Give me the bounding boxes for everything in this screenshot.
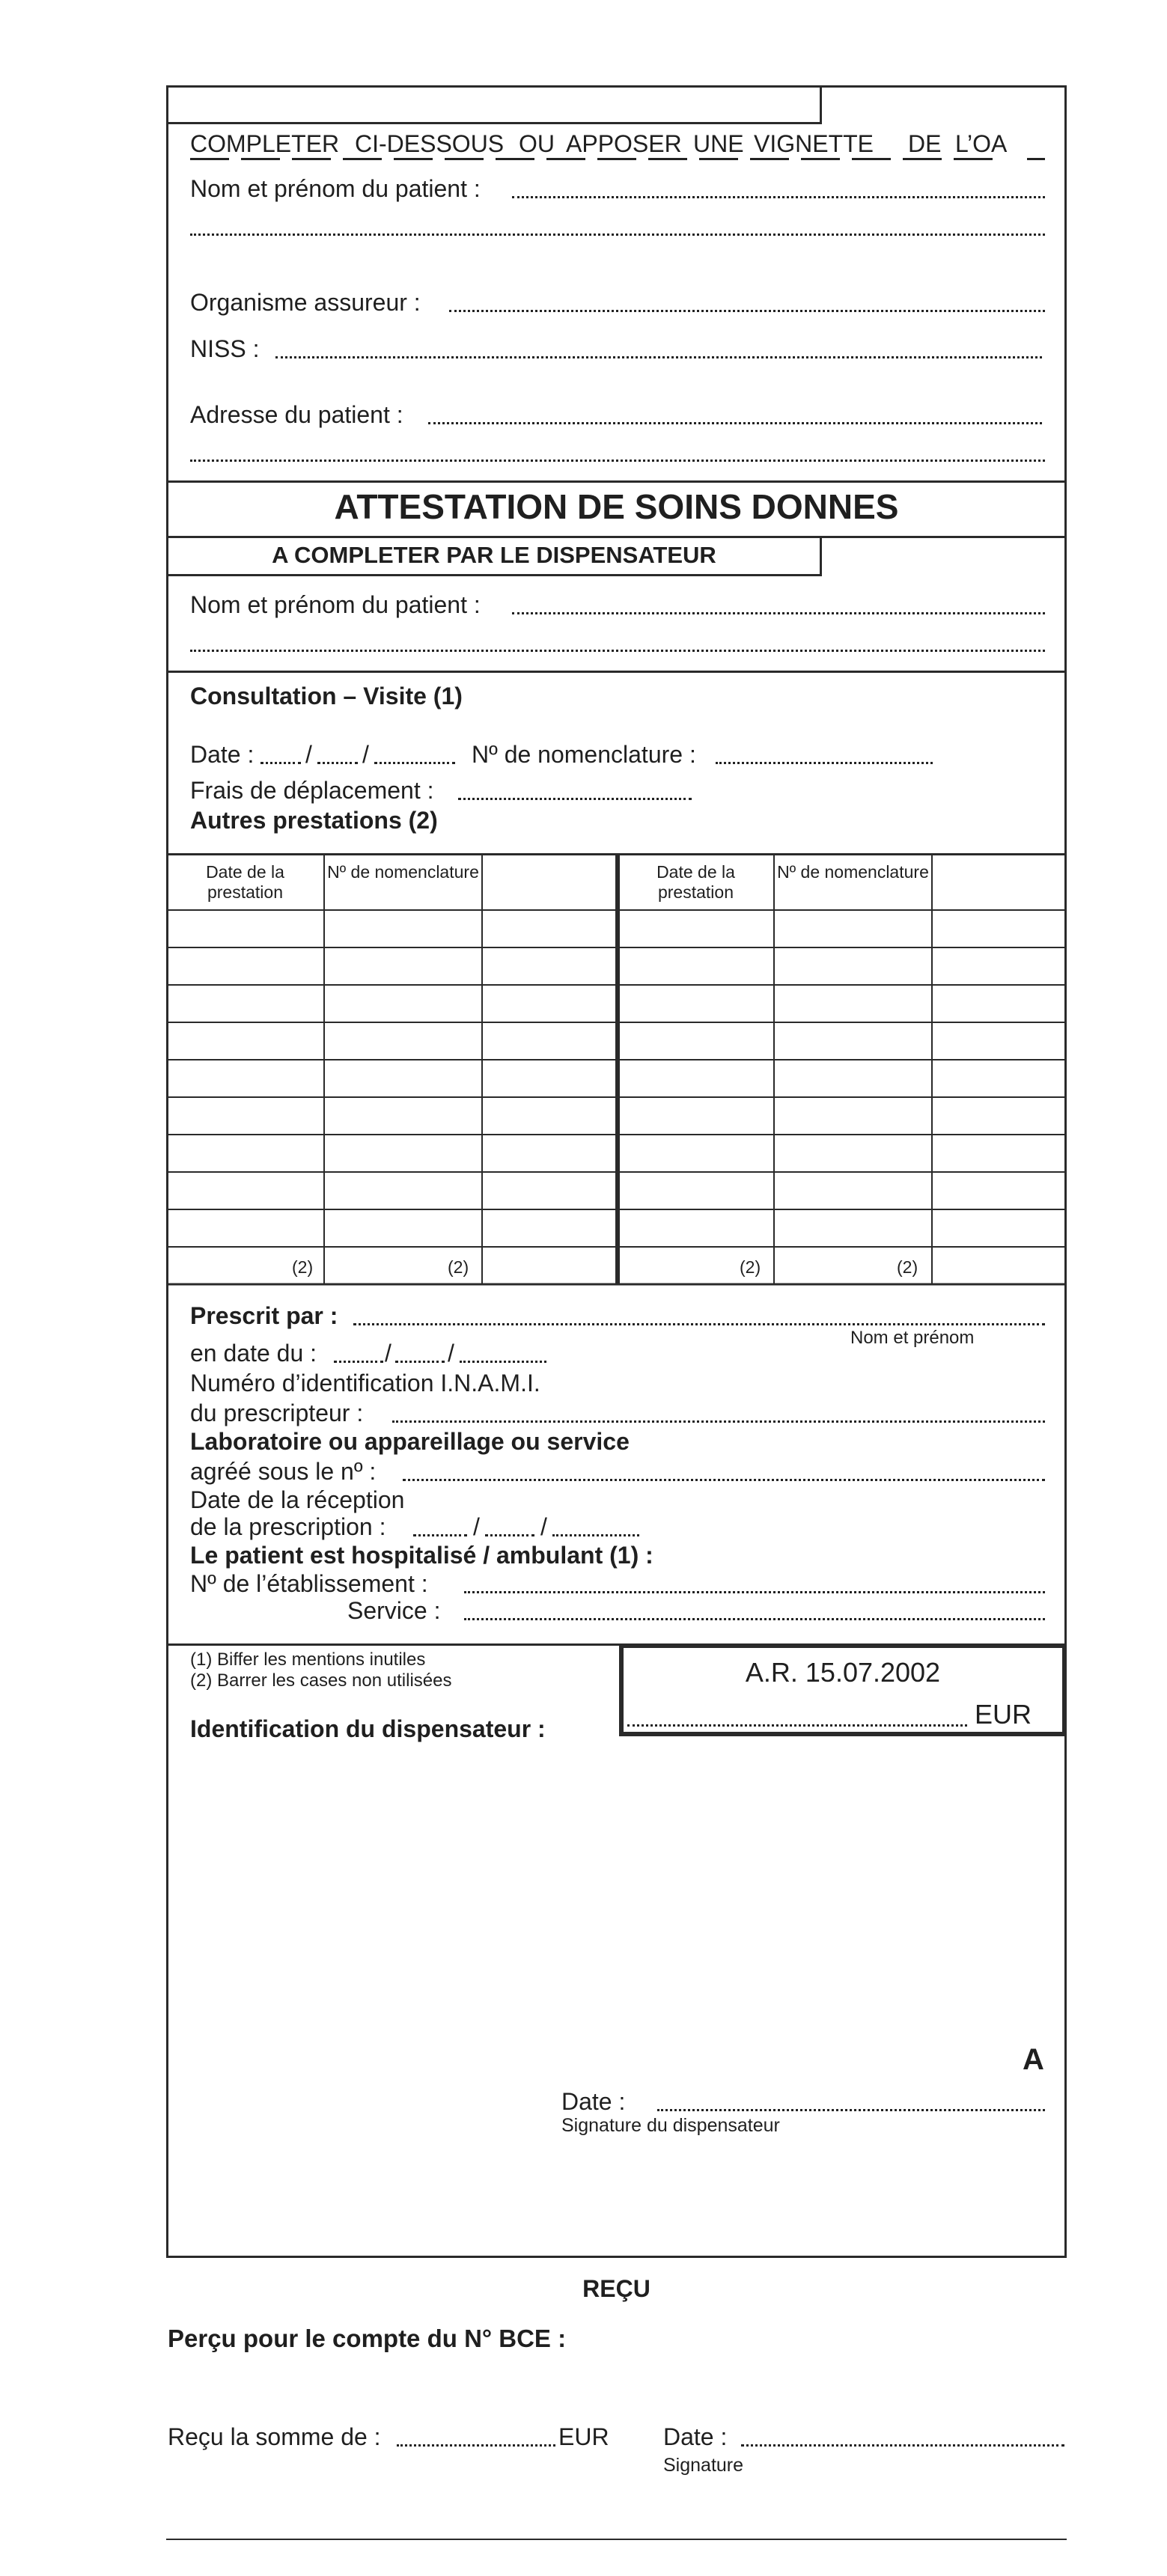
provider-patient-name-label: Nom et prénom du patient : [190,591,481,618]
ar-currency: EUR [975,1699,1032,1730]
inami-field[interactable] [392,1420,1045,1423]
consult-date-year[interactable] [374,762,455,764]
bottom-rule [166,2539,1067,2540]
provider-patient-name-field[interactable] [512,612,1045,614]
approved-label: agréé sous le nº : [190,1458,377,1485]
note-2: (2) Barrer les cases non utilisées [190,1670,452,1691]
ar-reference: A.R. 15.07.2002 [745,1657,941,1688]
oa-word-5: UNE [693,130,744,157]
receipt-date-field[interactable] [741,2444,1064,2447]
prescription-date-year[interactable] [460,1361,546,1363]
receipt-currency: EUR [558,2423,609,2450]
inami-label-2: du prescripteur : [190,1400,364,1426]
reception-date-year[interactable] [552,1534,639,1536]
services-table [166,853,1067,1287]
oa-word-6: VIGNETTE [754,130,874,157]
prescription-date-month[interactable] [395,1361,445,1363]
oa-patient-name-field[interactable] [512,196,1045,198]
other-services-heading: Autres prestations (2) [190,807,438,834]
service-label: Service : [347,1597,441,1624]
table-mark: (2) [897,1257,918,1277]
hospital-heading: Le patient est hospitalisé / ambulant (1) : [190,1542,653,1569]
reception-date-day[interactable] [413,1534,467,1536]
niss-field[interactable] [275,356,1042,358]
consultation-heading: Consultation – Visite (1) [190,683,463,709]
establishment-label: Nº de l’établissement : [190,1570,428,1597]
consult-date-month[interactable] [317,762,358,764]
service-field[interactable] [464,1618,1045,1620]
address-field[interactable] [428,422,1042,424]
table-mark: (2) [292,1257,314,1277]
oa-patient-name-label: Nom et prénom du patient : [190,175,481,202]
note-1: (1) Biffer les mentions inutiles [190,1649,426,1670]
prescribed-by-field[interactable] [353,1323,1045,1325]
name-hint: Nom et prénom [850,1328,975,1348]
provider-id-label: Identification du dispensateur : [190,1715,546,1742]
oa-word-7: DE [908,130,942,157]
prescribed-by-label: Prescrit par : [190,1302,338,1329]
prescription-date-label: en date du : [190,1340,317,1367]
prescription-date-day[interactable] [334,1361,383,1363]
consult-nomenclature-label: Nº de nomenclature : [472,741,696,768]
table-header-date-left: Date de la prestation [206,862,284,902]
signature-date-field[interactable] [657,2109,1045,2111]
inami-label-1: Numéro d’identification I.N.A.M.I. [190,1370,540,1397]
oa-word-8: L’OA [955,130,1008,157]
top-header-box [166,85,822,124]
reception-label-2: de la prescription : [190,1513,386,1540]
signature-date-label: Date : [561,2088,626,2115]
oa-word-1: COMPLETER [190,130,340,157]
insurer-field[interactable] [449,310,1045,312]
oa-word-3: OU [519,130,555,157]
receipt-sum-label: Reçu la somme de : [168,2423,381,2450]
consult-nomenclature-field[interactable] [716,762,933,764]
section-letter: A [1023,2043,1044,2076]
niss-label: NISS : [190,335,260,362]
receipt-bce-label: Perçu pour le compte du N° BCE : [168,2325,567,2352]
oa-patient-name-field-2[interactable] [190,234,1045,236]
reception-label-1: Date de la réception [190,1486,405,1513]
receipt-date-label: Date : [663,2423,728,2450]
reception-date-month[interactable] [485,1534,534,1536]
form-subtitle: A COMPLETER PAR LE DISPENSATEUR [272,542,716,568]
signature-label: Signature du dispensateur [561,2115,780,2136]
approved-field[interactable] [403,1479,1045,1481]
oa-word-2: CI-DESSOUS [355,130,505,157]
travel-costs-label: Frais de déplacement : [190,777,434,804]
oa-word-4: APPOSER [566,130,682,157]
insurer-label: Organisme assureur : [190,289,421,316]
receipt-sum-field[interactable] [397,2444,555,2447]
table-header-date-right: Date de la prestation [656,862,735,902]
provider-patient-name-field-2[interactable] [190,650,1045,652]
consult-date-label: Date : [190,741,255,768]
address-field-2[interactable] [190,460,1045,462]
receipt-signature-label: Signature [663,2455,744,2476]
table-header-nomenclature-right: Nº de nomenclature [777,862,929,882]
consult-date-day[interactable] [260,762,301,764]
table-mark: (2) [448,1257,469,1277]
travel-costs-field[interactable] [458,798,692,800]
form-title: ATTESTATION DE SOINS DONNES [334,487,899,526]
receipt-title: REÇU [582,2275,650,2302]
address-label: Adresse du patient : [190,401,403,428]
table-mark: (2) [740,1257,761,1277]
table-header-nomenclature-left: Nº de nomenclature [327,862,479,882]
establishment-field[interactable] [464,1591,1045,1593]
ar-amount-field[interactable] [627,1724,967,1727]
lab-heading: Laboratoire ou appareillage ou service [190,1428,630,1455]
